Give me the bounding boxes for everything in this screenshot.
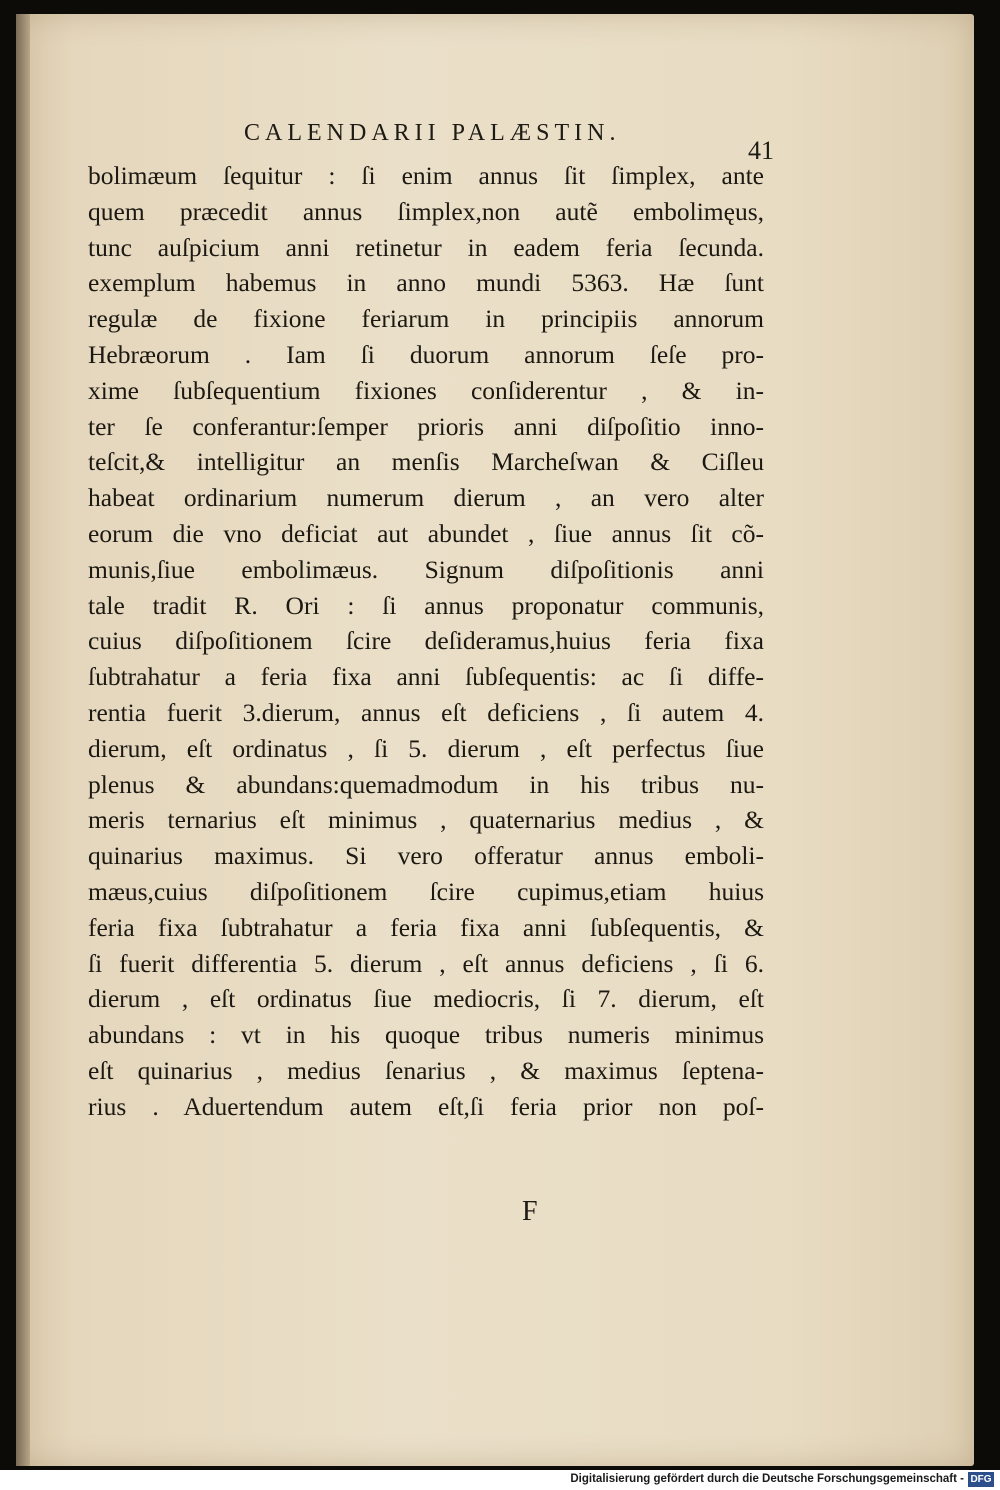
signature-mark: F <box>522 1196 538 1227</box>
running-head: CALENDARII PALÆSTIN. <box>244 120 621 146</box>
text-line: ſi fuerit differentia 5. dierum , eſt annus deficiens , ſi 6. <box>88 948 764 978</box>
text-line: meris ternarius eſt minimus , quaternarius medius , & <box>88 805 764 835</box>
text-line: plenus & abundans:quemadmodum in his tribus nu- <box>88 769 764 799</box>
text-line: abundans : vt in his quoque tribus numeris minimus <box>88 1020 764 1050</box>
text-line: ter ſe conferantur:ſemper prioris anni diſpoſitio inno- <box>88 411 764 441</box>
funding-credit: Digitalisierung gefördert durch die Deutsche Forschungsgemeinschaft - <box>570 1473 964 1485</box>
text-line: dierum , eſt ordinatus ſiue mediocris, ſi 7. dierum, eſt <box>88 984 764 1014</box>
text-line: regulæ de fixione feriarum in principiis annorum <box>88 304 764 334</box>
text-line: exemplum habemus in anno mundi 5363. Hæ ſunt <box>88 268 764 298</box>
page-number: 41 <box>748 136 774 165</box>
page-binding-edge <box>16 14 30 1466</box>
text-line: xime ſubſequentium fixiones conſiderentur , & in- <box>88 375 764 405</box>
text-line: rentia fuerit 3.dierum, annus eſt deficiens , ſi autem 4. <box>88 697 764 727</box>
text-line: rius . Aduertendum autem eſt,ſi feria prior non poſ- <box>88 1091 764 1121</box>
text-line: dierum, eſt ordinatus , ſi 5. dierum , eſt perfectus ſiue <box>88 733 764 763</box>
text-line: quinarius maximus. Si vero offeratur annus emboli- <box>88 841 764 871</box>
text-line: Hebræorum . Iam ſi duorum annorum ſeſe pro- <box>88 339 764 369</box>
text-line: teſcit,& intelligitur an menſis Marcheſwan & Ciſleu <box>88 447 764 477</box>
text-line: bolimæum ſequitur : ſi enim annus ſit ſimplex, ante <box>88 161 764 190</box>
text-line: cuius diſpoſitionem ſcire deſideramus,huius feria fixa <box>88 626 764 656</box>
text-line: munis,ſiue embolimæus. Signum diſpoſitionis anni <box>88 554 764 584</box>
dfg-logo-icon: DFG <box>968 1472 994 1487</box>
text-line: ſubtrahatur a feria fixa anni ſubſequentis: ac ſi diffe- <box>88 662 764 692</box>
text-line: eſt quinarius , medius ſenarius , & maximus ſeptena- <box>88 1055 764 1085</box>
text-line: mæus,cuius diſpoſitionem ſcire cupimus,etiam huius <box>88 876 764 906</box>
body-text <box>88 158 764 1125</box>
text-line: tunc auſpicium anni retinetur in eadem feria ſecunda. <box>88 232 764 262</box>
text-line: habeat ordinarium numerum dierum , an vero alter <box>88 483 764 513</box>
text-line: feria fixa ſubtrahatur a feria fixa anni ſubſequentis, & <box>88 912 764 942</box>
text-line: eorum die vno deficiat aut abundet , ſiue annus ſit cõ- <box>88 518 764 548</box>
text-line: quem præcedit annus ſimplex,non autẽ embolimęus, <box>88 196 764 226</box>
text-line: tale tradit R. Ori : ſi annus proponatur communis, <box>88 590 764 620</box>
